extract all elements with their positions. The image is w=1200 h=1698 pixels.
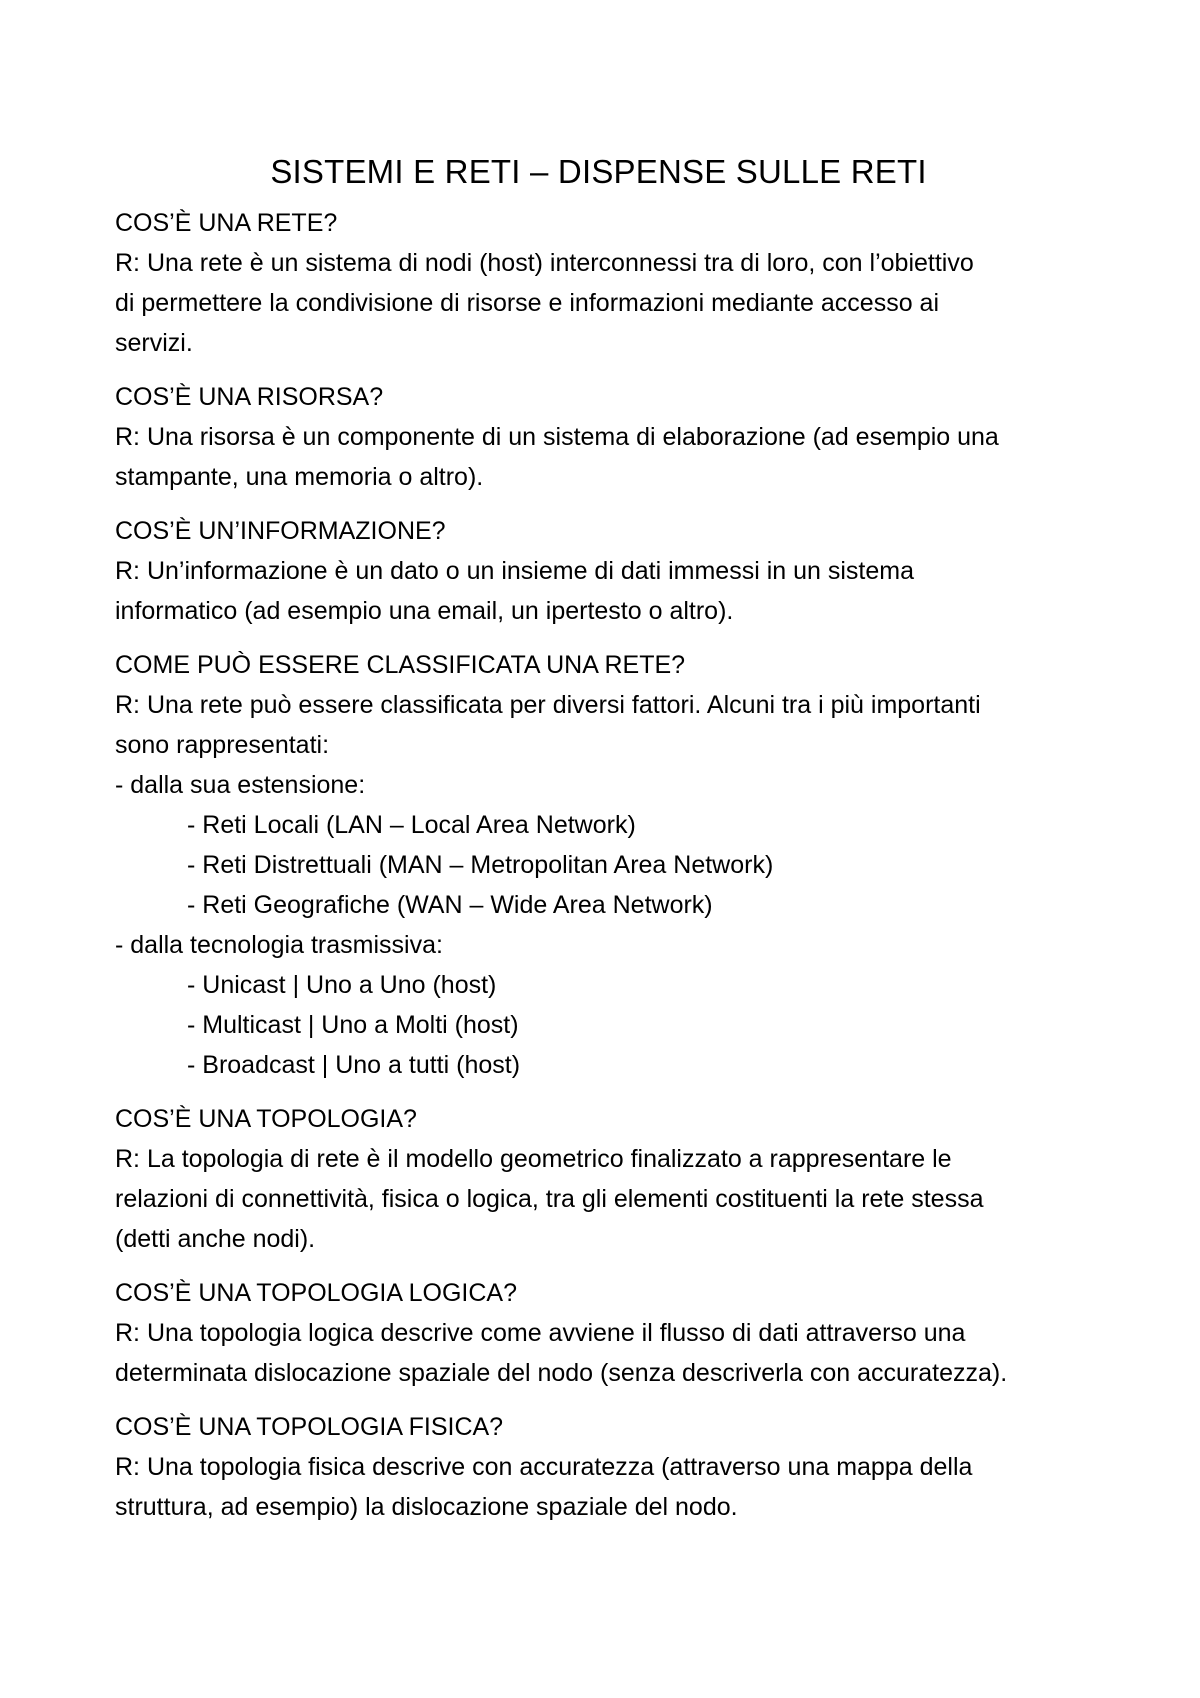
section-informazione: [115, 511, 1082, 631]
answer-line: relazioni di connettività, fisica o logica, tra gli elementi costituenti la rete stessa: [115, 1185, 984, 1213]
answer-line: R: Una topologia fisica descrive con accuratezza (attraverso una mappa della: [115, 1453, 973, 1481]
list-item: - Broadcast | Uno a tutti (host): [187, 1051, 521, 1079]
answer-line: informatico (ad esempio una email, un ipertesto o altro).: [115, 597, 734, 625]
section-rete: [115, 203, 1082, 363]
question-heading: COME PUÒ ESSERE CLASSIFICATA UNA RETE?: [115, 651, 686, 679]
answer-line: struttura, ad esempio) la dislocazione spaziale del nodo.: [115, 1493, 738, 1521]
question-heading: COS’È UNA RISORSA?: [115, 383, 384, 411]
answer-line: sono rappresentati:: [115, 731, 330, 759]
document-title: SISTEMI E RETI – DISPENSE SULLE RETI: [270, 153, 927, 190]
answer-line: R: Una rete può essere classificata per diversi fattori. Alcuni tra i più importanti: [115, 691, 981, 719]
section-risorsa: [115, 377, 1082, 497]
answer-line: (detti anche nodi).: [115, 1225, 316, 1253]
list-group-heading: - dalla sua estensione:: [115, 771, 366, 799]
section-classificazione: [115, 645, 1082, 1085]
list-group-heading: - dalla tecnologia trasmissiva:: [115, 931, 443, 959]
list-item: - Multicast | Uno a Molti (host): [187, 1011, 519, 1039]
answer-line: R: Una rete è un sistema di nodi (host) interconnessi tra di loro, con l’obiettivo: [115, 249, 974, 277]
section-topologia-logica: [115, 1273, 1082, 1393]
section-topologia: [115, 1099, 1082, 1259]
question-heading: COS’È UNA RETE?: [115, 209, 338, 237]
list-item: - Reti Geografiche (WAN – Wide Area Network): [187, 891, 713, 919]
answer-line: R: Una topologia logica descrive come avviene il flusso di dati attraverso una: [115, 1319, 966, 1347]
answer-line: servizi.: [115, 329, 193, 357]
question-heading: COS’È UNA TOPOLOGIA LOGICA?: [115, 1279, 517, 1307]
answer-line: determinata dislocazione spaziale del nodo (senza descriverla con accuratezza).: [115, 1359, 1008, 1387]
answer-line: R: Una risorsa è un componente di un sistema di elaborazione (ad esempio una: [115, 423, 999, 451]
list-item: - Reti Distrettuali (MAN – Metropolitan Area Network): [187, 851, 774, 879]
answer-line: di permettere la condivisione di risorse e informazioni mediante accesso ai: [115, 289, 940, 317]
answer-line: R: Un’informazione è un dato o un insieme di dati immessi in un sistema: [115, 557, 914, 585]
answer-line: stampante, una memoria o altro).: [115, 463, 484, 491]
list-item: - Reti Locali (LAN – Local Area Network): [187, 811, 636, 839]
section-topologia-fisica: [115, 1407, 1082, 1527]
list-item: - Unicast | Uno a Uno (host): [187, 971, 497, 999]
question-heading: COS’È UN’INFORMAZIONE?: [115, 517, 446, 545]
answer-line: R: La topologia di rete è il modello geometrico finalizzato a rappresentare le: [115, 1145, 952, 1173]
question-heading: COS’È UNA TOPOLOGIA?: [115, 1105, 417, 1133]
question-heading: COS’È UNA TOPOLOGIA FISICA?: [115, 1413, 504, 1441]
